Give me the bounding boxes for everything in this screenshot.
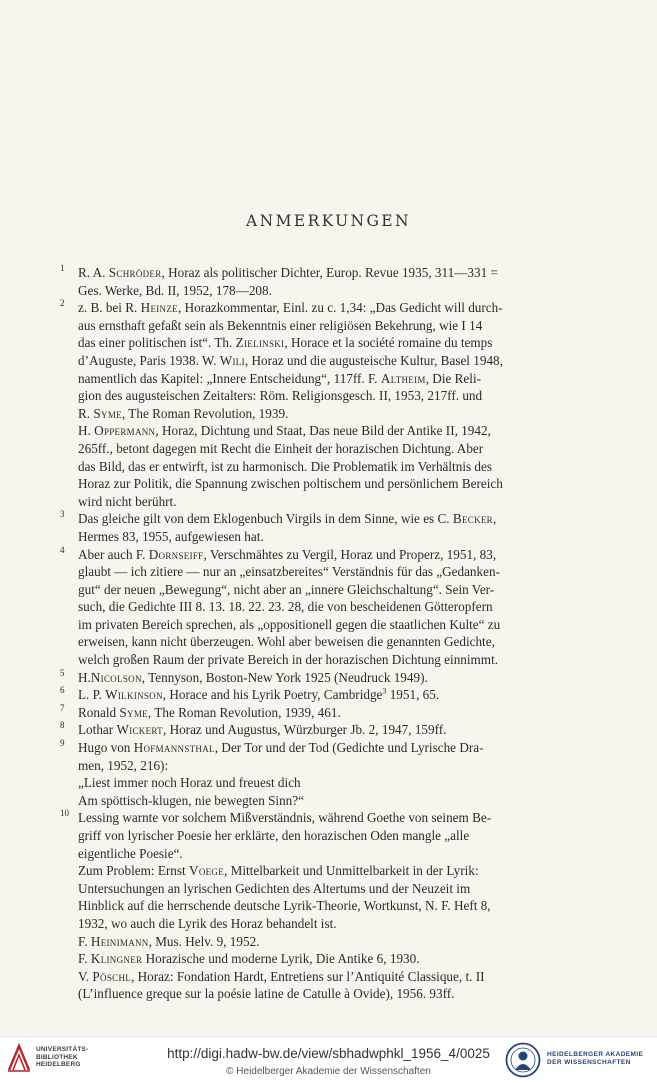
endnote-line: Hinblick auf die herrschende deutsche Lyrik-Theorie, Wortkunst, N. F. Heft 8, xyxy=(78,898,491,914)
endnote-line: L. P. Wilkinson, Horace and his Lyrik Poetry, Cambridge$^3$ 1951, 65. xyxy=(78,686,440,703)
endnote-line: Hermes 83, 1955, aufgewiesen hat. xyxy=(78,528,264,544)
endnote-1 xyxy=(60,264,568,299)
endnote-line: „Liest immer noch Horaz und freuest dich xyxy=(78,775,301,791)
endnote-number: 9 xyxy=(60,738,65,749)
footer-bar xyxy=(0,1036,657,1083)
endnote-line: welch großen Raum der private Bereich in der horazischen Dichtung einnimmt. xyxy=(78,652,499,668)
endnote-number: 10 xyxy=(60,808,69,819)
endnote-3 xyxy=(60,510,568,545)
endnote-line: namentlich das Kapitel: „Innere Entscheidung“, 117ff. F. Altheim, Die Reli- xyxy=(78,370,482,386)
endnote-line: men, 1952, 216): xyxy=(78,757,169,773)
endnote-line: V. Pöschl, Horaz: Fondation Hardt, Entretiens sur l’Antiquité Classique, t. II xyxy=(78,968,485,984)
endnote-7 xyxy=(60,704,568,722)
author-name: Zielinski xyxy=(235,335,285,351)
endnote-6 xyxy=(60,686,568,704)
endnote-line: erweisen, kann nicht überzeugen. Wohl aber beweisen die genannten Gedichte, xyxy=(78,634,495,650)
copyright-text: © Heidelberger Akademie der Wissenschaften xyxy=(226,1066,431,1077)
author-name: Hofmannsthal xyxy=(133,740,215,756)
endnote-line: aus ernsthaft gefaßt sein als Bekenntnis einer religiösen Bekehrung, wie I 14 xyxy=(78,317,483,333)
author-name: Syme xyxy=(93,405,122,421)
endnote-number: 4 xyxy=(60,544,65,555)
endnote-line: Horaz zur Politik, die Spannung zwischen poltischem und persönlichem Bereich xyxy=(78,476,503,492)
author-name: Klingner xyxy=(90,951,143,967)
page-heading: ANMERKUNGEN xyxy=(246,212,411,230)
endnote-line: R. A. Schröder, Horaz als politischer Dichter, Europ. Revue 1935, 311—331 = xyxy=(78,265,498,280)
author-name: Altheim xyxy=(380,370,426,386)
endnote-number: 2 xyxy=(60,298,65,309)
endnote-line: F. Heinimann, Mus. Helv. 9, 1952. xyxy=(78,933,260,949)
author-name: Pöschl xyxy=(92,968,132,984)
endnote-2 xyxy=(60,299,568,510)
author-name: Syme xyxy=(119,704,148,720)
author-name: Becker xyxy=(452,511,493,527)
endnote-line: wird nicht berührt. xyxy=(78,493,177,509)
endnote-4 xyxy=(60,546,568,669)
endnote-line: z. B. bei R. Heinze, Horazkommentar, Einl. zu c. 1,34: „Das Gedicht will durch- xyxy=(78,300,503,316)
endnote-line: griff von lyrischer Poesie her erklärte, den horazischen Oden mangle „alle xyxy=(78,828,470,843)
author-name: Heinze xyxy=(140,300,178,316)
author-name: Oppermann xyxy=(94,423,156,439)
author-name: Dornseiff xyxy=(148,546,204,562)
endnote-line: eigentliche Poesie“. xyxy=(78,845,183,861)
endnote-number: 1 xyxy=(60,263,65,273)
author-name: Wilkinson xyxy=(105,687,163,703)
endnote-line: Untersuchungen an lyrischen Gedichten des Altertums und der Neuzeit im xyxy=(78,880,471,896)
endnote-5 xyxy=(60,669,568,687)
university-library-name: UNIVERSITÄTS- BIBLIOTHEK HEIDELBERG xyxy=(36,1046,89,1069)
endnote-line: Lessing warnte vor solchem Mißverständnis, während Goethe von seinem Be- xyxy=(78,810,492,826)
endnote-line: Ronald Syme, The Roman Revolution, 1939, 461. xyxy=(78,704,341,720)
endnote-line: im privaten Bereich sprechen, als „oppositionell gegen die staatlichen Kulte“ zu xyxy=(78,616,501,632)
endnote-line: Zum Problem: Ernst Voege, Mittelbarkeit und Unmittelbarkeit in der Lyrik: xyxy=(78,863,479,879)
endnote-line: such, die Gedichte III 8. 13. 18. 22. 23. 28, die von bescheidenen Götteropfern xyxy=(78,599,493,615)
endnote-number: 3 xyxy=(60,509,65,520)
endnote-number: 6 xyxy=(60,685,65,696)
author-name: Wickert xyxy=(116,722,163,738)
endnote-line: gut“ der neuen „Bewegung“, nicht aber an „innere Gleichschaltung“. Sein Ver- xyxy=(78,581,495,597)
endnote-line: 1932, wo auch die Lyrik des Horaz behandelt ist. xyxy=(78,915,337,931)
endnote-10 xyxy=(60,809,568,1003)
endnote-line: Das gleiche gilt von dem Eklogenbuch Virgils in dem Sinne, wie es C. Becker, xyxy=(78,511,497,527)
edition-superscript: 3 xyxy=(382,686,387,696)
endnote-line: (L’influence greque sur la poésie latine de Catulle à Ovide), 1956. 93ff. xyxy=(78,986,455,1002)
endnote-line: Am spöttisch-klugen, nie bewegten Sinn?“ xyxy=(78,792,304,808)
endnote-line: F. Klingner Horazische und moderne Lyrik, Die Antike 6, 1930. xyxy=(78,951,420,967)
endnote-line: H. Oppermann, Horaz, Dichtung und Staat, Das neue Bild der Antike II, 1942, xyxy=(78,423,491,439)
academy-name: HEIDELBERGER AKADEMIE DER WISSENSCHAFTEN xyxy=(547,1051,644,1066)
endnote-number: 5 xyxy=(60,667,65,678)
endnote-line: 265ff., betont dagegen mit Recht die Einheit der horazischen Dichtung. Aber xyxy=(78,440,484,456)
author-name: Heinimann xyxy=(90,933,149,949)
endnote-number: 7 xyxy=(60,702,65,713)
endnote-line: Hugo von Hofmannsthal, Der Tor und der Tod (Gedichte und Lyrische Dra- xyxy=(78,740,484,756)
endnote-9 xyxy=(60,739,568,809)
author-name: Wili xyxy=(219,352,245,368)
endnote-line: H.Nicolson, Tennyson, Boston-New York 1925 (Neudruck 1949). xyxy=(78,669,428,685)
endnote-line: glaubt — ich zitiere — nur an „einsatzbereites“ Verständnis für das „Gedanken- xyxy=(78,564,500,580)
endnote-line: d’Auguste, Paris 1938. W. Wili, Horaz und die augusteische Kultur, Basel 1948, xyxy=(78,352,503,368)
endnote-number: 8 xyxy=(60,720,65,731)
author-name: Nicolson xyxy=(90,669,142,685)
academy-seal-icon xyxy=(505,1042,541,1078)
endnote-line: Aber auch F. Dornseiff, Verschmähtes zu Vergil, Horaz und Properz, 1951, 83, xyxy=(78,546,497,562)
endnote-line: das Bild, das er entwirft, ist zu harmonisch. Die Problematik im Verhältnis des xyxy=(78,458,492,474)
endnote-line: das einer politischen ist“. Th. Zielinski, Horace et la société romaine du temps xyxy=(78,335,493,351)
source-url-link[interactable]: http://digi.hadw-bw.de/view/sbhadwphkl_1956_4/0025 xyxy=(167,1046,490,1061)
endnote-line: gion des augusteischen Zeitalters: Röm. Religionsgesch. II, 1953, 217ff. und xyxy=(78,388,483,404)
endnote-line: Ges. Werke, Bd. II, 1952, 178—208. xyxy=(78,282,272,298)
endnote-line: R. Syme, The Roman Revolution, 1939. xyxy=(78,405,289,421)
endnote-line: Lothar Wickert, Horaz und Augustus, Würzburger Jb. 2, 1947, 159ff. xyxy=(78,722,447,738)
endnote-8 xyxy=(60,721,568,739)
notes-list xyxy=(60,264,568,1003)
author-name: Voege xyxy=(189,863,225,879)
author-name: Schröder xyxy=(108,265,162,280)
